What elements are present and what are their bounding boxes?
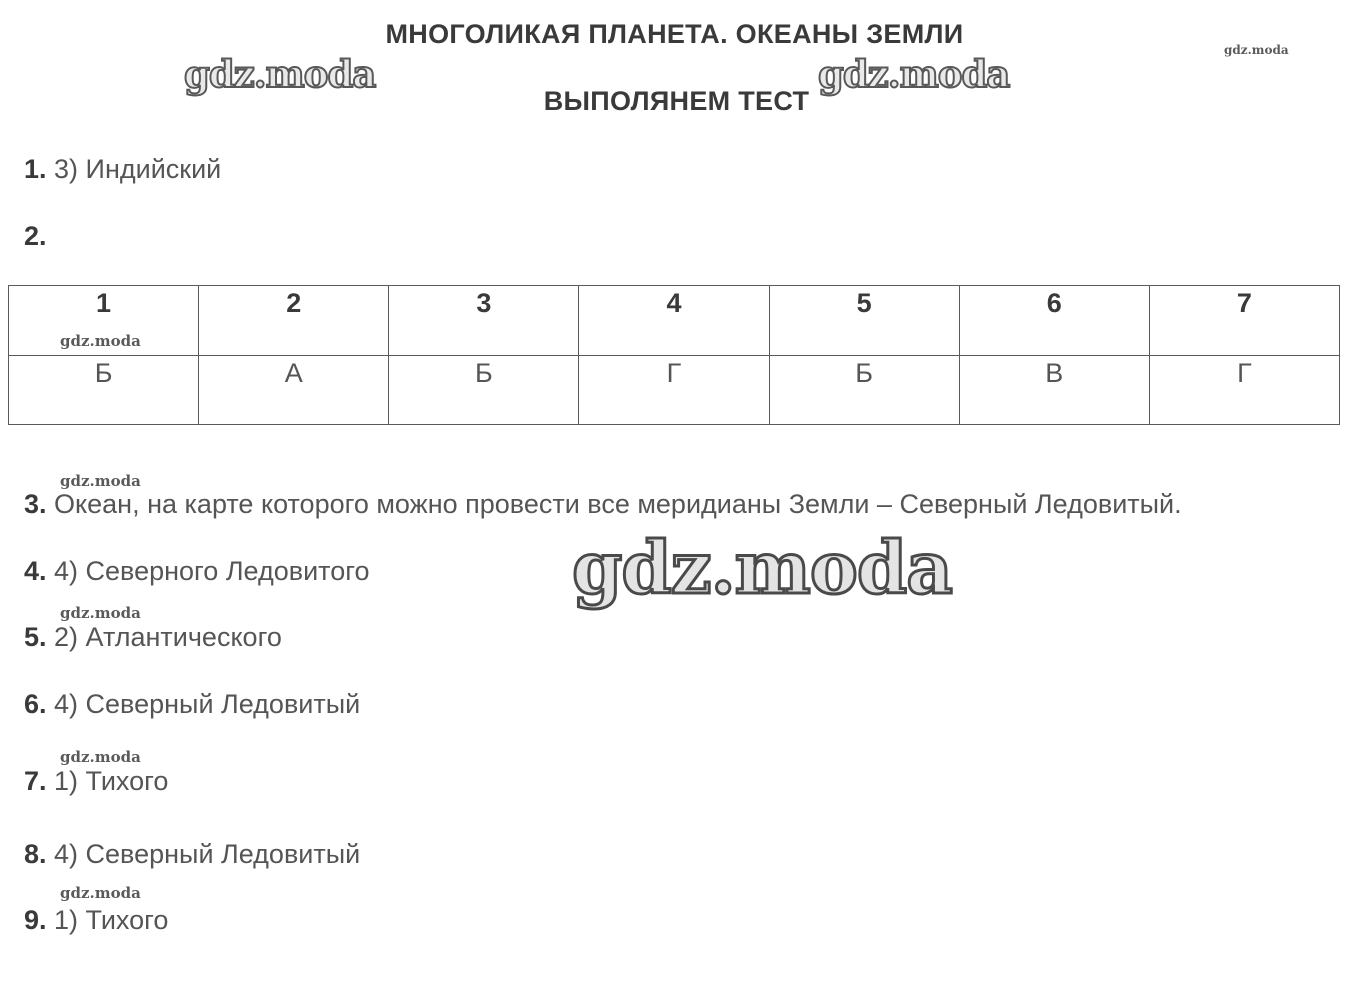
page-title (0, 19, 1353, 50)
table-header-cell: 1 (9, 286, 199, 356)
answer-4 (24, 556, 370, 587)
answer-number: 1. (24, 154, 47, 184)
answer-text: 1) Тихого (46, 905, 169, 935)
table-header-cell: 2 (199, 286, 389, 356)
answer-8 (24, 839, 360, 870)
answer-text: 4) Северного Ледовитого (46, 556, 370, 586)
watermark-small: gdz.moda (60, 604, 141, 622)
answer-text: 1) Тихого (46, 766, 169, 796)
table-cell: Б (9, 356, 199, 425)
table-header-cell: 4 (579, 286, 769, 356)
table-cell: Б (389, 356, 579, 425)
answer-5 (24, 622, 282, 653)
answer-text: 4) Северный Ледовитый (46, 689, 361, 719)
answer-number: 2. (24, 221, 47, 251)
answer-number: 8. (24, 839, 47, 869)
watermark-logo: gdz.moda (572, 525, 952, 610)
table-cell: Г (579, 356, 769, 425)
page-subtitle: ВЫПОЛЯНЕМ ТЕСТ (543, 86, 810, 116)
answer-1 (24, 154, 221, 185)
table-header-row (9, 286, 1340, 356)
answer-number: 7. (24, 766, 47, 796)
table-cell: Б (769, 356, 959, 425)
answer-text: 2) Атлантического (46, 622, 282, 652)
watermark-logo: gdz.moda (184, 52, 376, 96)
watermark-small: gdz.moda (60, 748, 141, 766)
answer-table (8, 285, 1340, 425)
answer-2 (24, 221, 47, 252)
table-cell: В (959, 356, 1149, 425)
answer-number: 5. (24, 622, 47, 652)
answer-number: 9. (24, 905, 47, 935)
watermark-small: gdz.moda (60, 472, 141, 490)
answer-text: 4) Северный Ледовитый (46, 839, 361, 869)
answer-number: 4. (24, 556, 47, 586)
table-header-cell: 7 (1149, 286, 1339, 356)
table-cell: А (199, 356, 389, 425)
table-header-cell: 6 (959, 286, 1149, 356)
table-header-cell: 5 (769, 286, 959, 356)
answer-9 (24, 905, 168, 936)
table-header-cell: 3 (389, 286, 579, 356)
watermark-small: gdz.moda (60, 332, 141, 350)
answer-text: 3) Индийский (46, 154, 222, 184)
watermark-logo: gdz.moda (818, 52, 1010, 96)
answer-text: Океан, на карте которого можно провести все меридианы Земли – Северный Ледовитый. (46, 489, 1182, 519)
answer-3 (24, 489, 1182, 520)
answer-number: 6. (24, 689, 47, 719)
table-cell: Г (1149, 356, 1339, 425)
table-row (9, 356, 1340, 425)
answer-number: 3. (24, 489, 47, 519)
answer-6 (24, 689, 360, 720)
watermark-small: gdz.moda (60, 884, 141, 902)
page-title-text: МНОГОЛИКАЯ ПЛАНЕТА. ОКЕАНЫ ЗЕМЛИ (385, 19, 964, 49)
answer-7 (24, 766, 168, 797)
watermark-small: gdz.moda (1224, 43, 1289, 57)
